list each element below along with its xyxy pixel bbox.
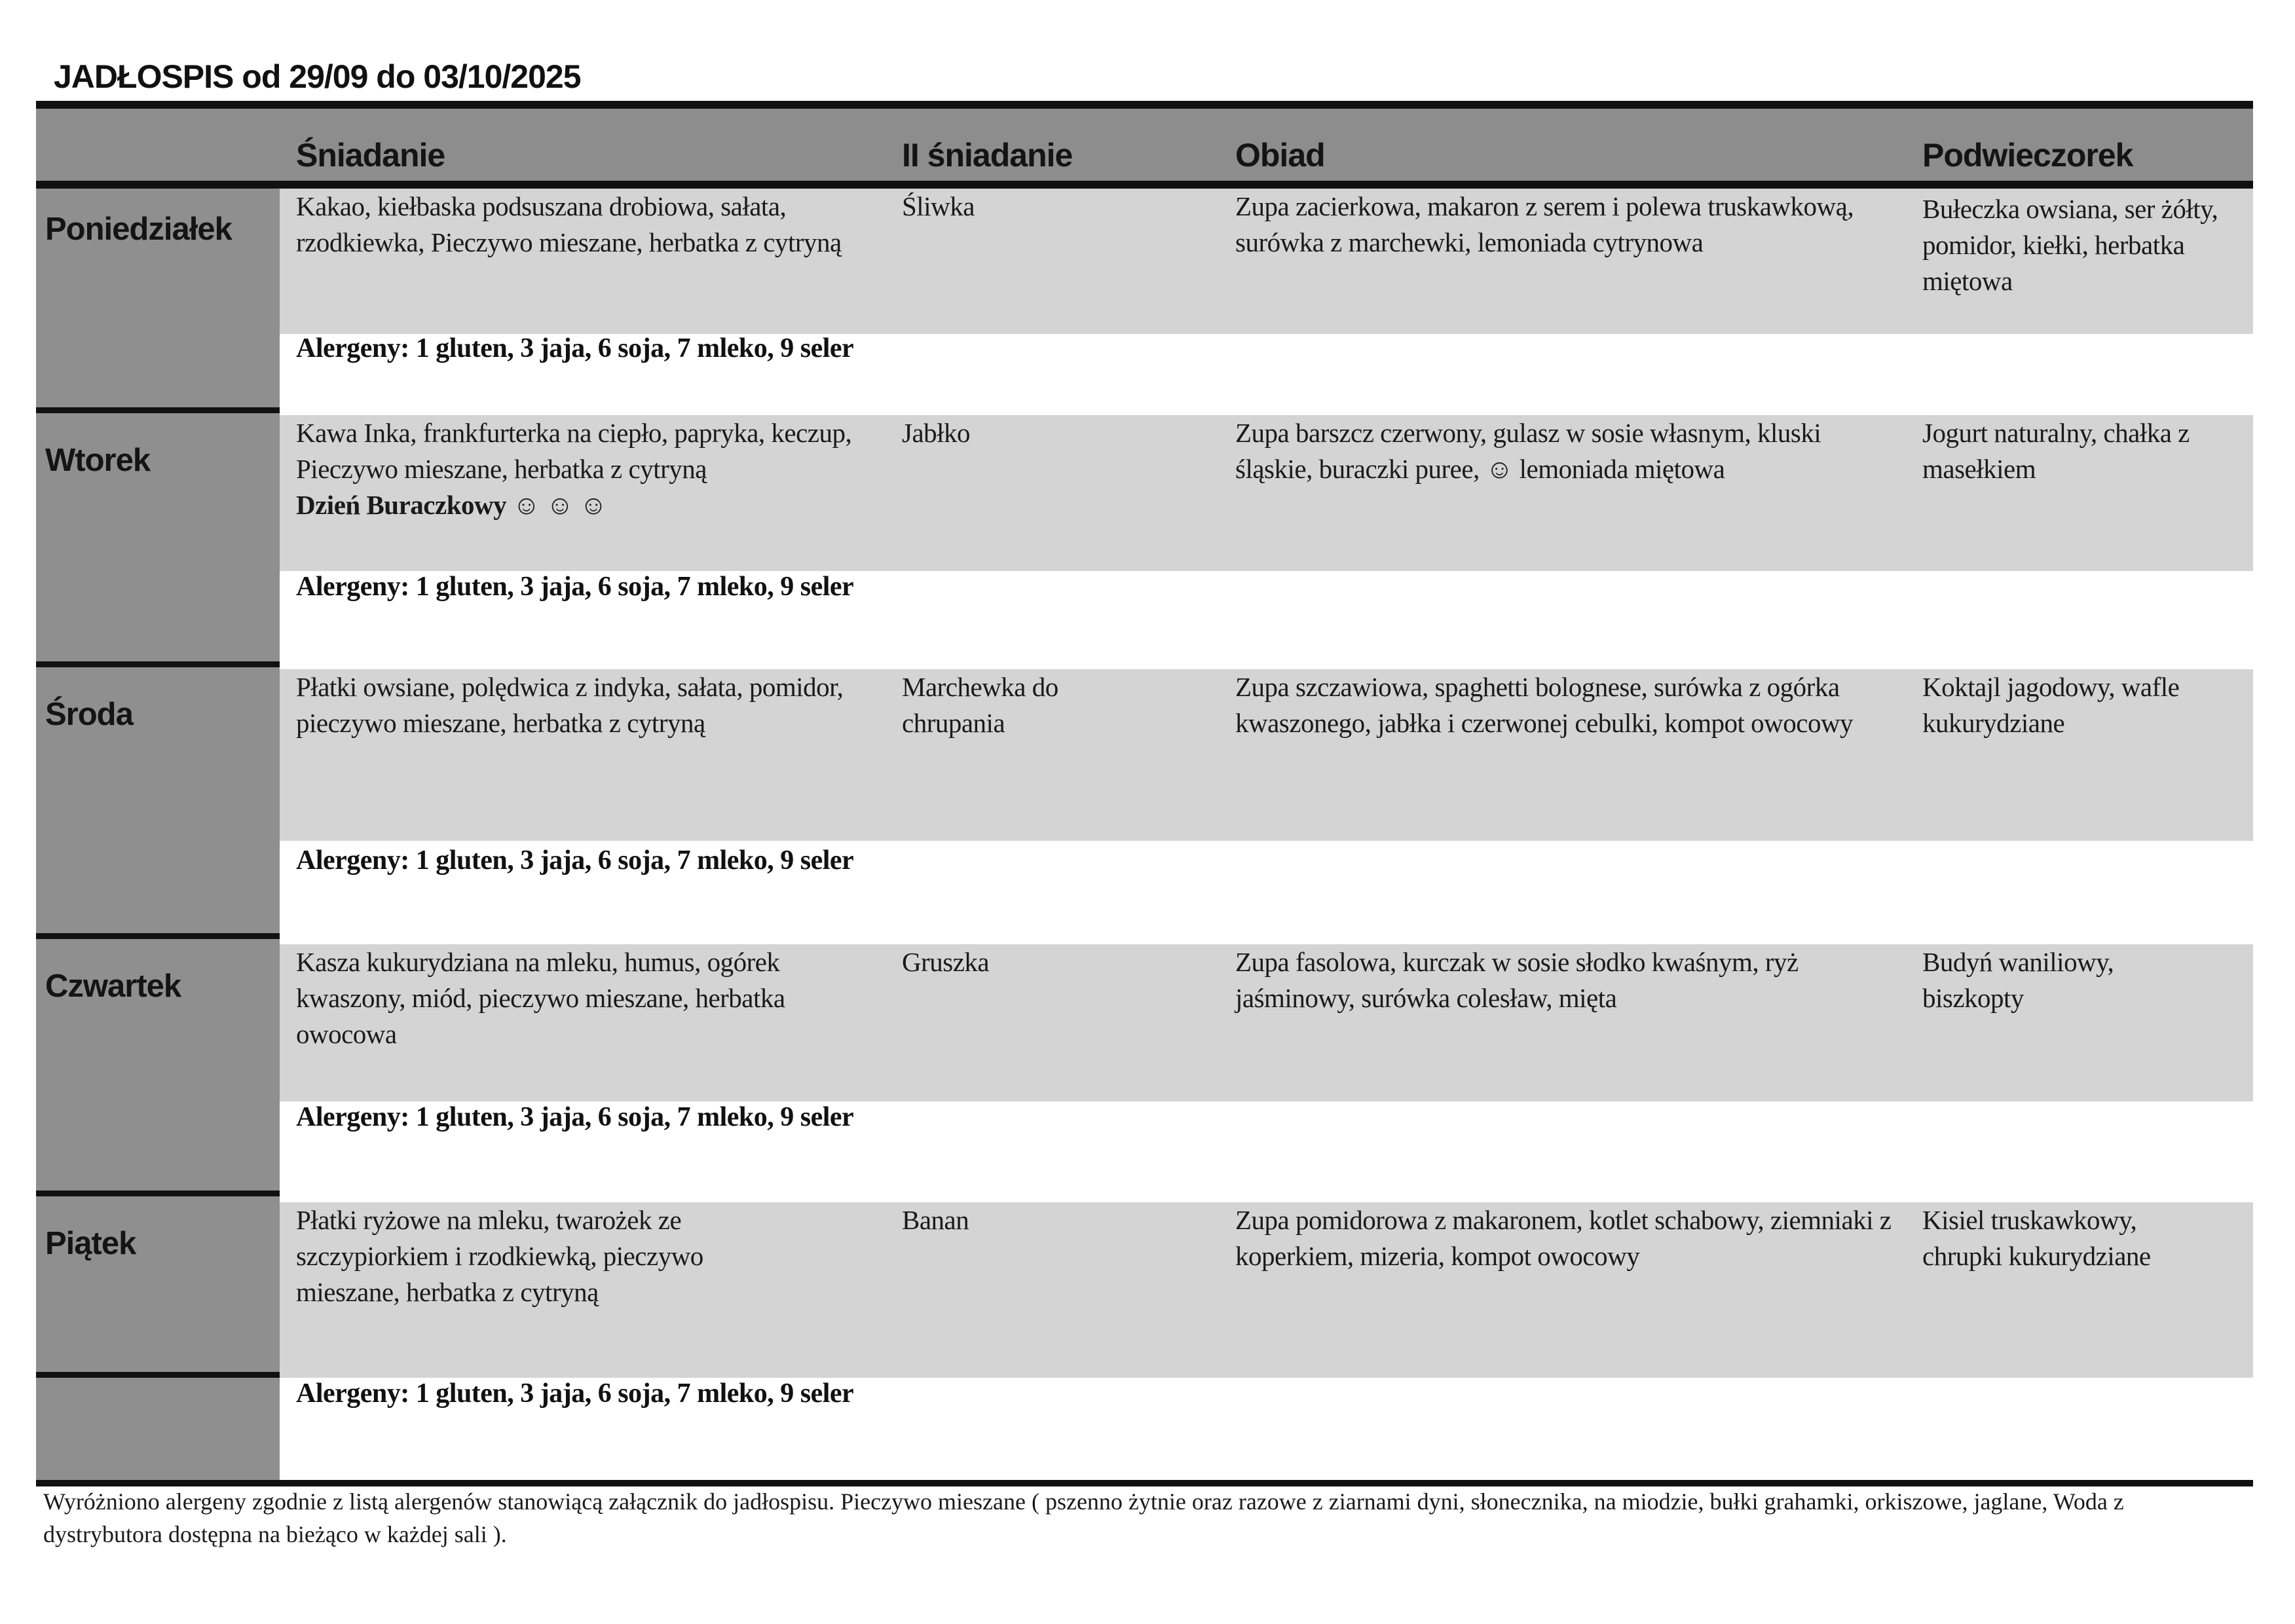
day-separator: [36, 1372, 280, 1378]
second-breakfast-cell: Marchewka do chrupania: [902, 672, 1058, 738]
day-label: Wtorek: [45, 443, 151, 478]
breakfast-cell: [296, 415, 886, 523]
allergens-note: Alergeny: 1 gluten, 3 jaja, 6 soja, 7 mleko, 9 seler: [296, 1378, 854, 1409]
snack-cell: Jogurt naturalny, chałka z masełkiem: [1922, 418, 2190, 484]
column-header-breakfast: Śniadanie: [296, 137, 445, 174]
allergens-note: Alergeny: 1 gluten, 3 jaja, 6 soja, 7 mleko, 9 seler: [296, 1102, 854, 1132]
lunch-cell: Zupa szczawiowa, spaghetti bolognese, surówka z ogórka kwaszonego, jabłka i czerwonej cebulki, kompot owocowy: [1235, 672, 1854, 738]
day-separator: [36, 661, 280, 667]
day-label: Poniedziałek: [45, 212, 232, 247]
day-cell-wednesday: [36, 667, 280, 933]
page-title: JADŁOSPIS od 29/09 do 03/10/2025: [54, 58, 581, 95]
snack-cell: Bułeczka owsiana, ser żółty, pomidor, kiełki, herbatka miętowa: [1922, 194, 2218, 296]
allergens-note: Alergeny: 1 gluten, 3 jaja, 6 soja, 7 mleko, 9 seler: [296, 333, 854, 363]
breakfast-special: Dzień Buraczkowy ☺ ☺ ☺: [296, 490, 607, 520]
lunch-cell: Zupa zacierkowa, makaron z serem i polewa truskawkową, surówka z marchewki, lemoniada cytrynowa: [1235, 191, 1854, 257]
breakfast-text: Płatki owsiane, polędwica z indyka, sałata, pomidor, pieczywo mieszane, herbatka z cytryną: [296, 672, 844, 738]
breakfast-text: Kawa Inka, frankfurterka na ciepło, papryka, keczup, Pieczywo mieszane, herbatka z cytryną: [296, 418, 852, 484]
day-label: Piątek: [45, 1226, 136, 1261]
column-header-lunch: Obiad: [1235, 137, 1325, 174]
allergens-note: Alergeny: 1 gluten, 3 jaja, 6 soja, 7 mleko, 9 seler: [296, 845, 854, 876]
column-header-second-breakfast: II śniadanie: [902, 137, 1073, 174]
snack-cell: Kisiel truskawkowy, chrupki kukurydziane: [1922, 1205, 2151, 1271]
day-separator: [36, 1190, 280, 1196]
day-label: Czwartek: [45, 969, 181, 1004]
breakfast-cell: [296, 669, 886, 741]
day-separator: [36, 407, 280, 413]
allergens-note: Alergeny: 1 gluten, 3 jaja, 6 soja, 7 mleko, 9 seler: [296, 572, 854, 602]
breakfast-text: Kasza kukurydziana na mleku, humus, ogórek kwaszony, miód, pieczywo mieszane, herbatka owocowa: [296, 947, 785, 1049]
breakfast-text: Kakao, kiełbaska podsuszana drobiowa, sałata, rzodkiewka, Pieczywo mieszane, herbatka z cytryną: [296, 191, 842, 257]
breakfast-text: Płatki ryżowe na mleku, twarożek ze szczypiorkiem i rzodkiewką, pieczywo mieszane, herbatka z cytryną: [296, 1205, 703, 1307]
lunch-cell: Zupa pomidorowa z makaronem, kotlet schabowy, ziemniaki z koperkiem, mizeria, kompot owocowy: [1235, 1205, 1892, 1271]
day-cell-friday: [36, 1196, 280, 1372]
breakfast-cell: [296, 944, 886, 1052]
second-breakfast-cell: Jabłko: [902, 418, 971, 448]
day-cell-thursday: [36, 939, 280, 1190]
breakfast-cell: [296, 189, 886, 261]
top-rule: [36, 101, 2253, 109]
day-cell-friday-allergens: [36, 1378, 280, 1480]
header-rule: [36, 181, 2253, 189]
second-breakfast-cell: Śliwka: [902, 191, 975, 221]
snack-cell: Koktajl jagodowy, wafle kukurydziane: [1922, 672, 2180, 738]
column-header-snack: Podwieczorek: [1922, 137, 2133, 174]
second-breakfast-cell: Banan: [902, 1205, 969, 1235]
snack-cell: Budyń waniliowy, biszkopty: [1922, 947, 2114, 1013]
footer-note: Wyróżniono alergeny zgodnie z listą alergenów stanowiącą załącznik do jadłospisu. Pieczywo mieszane ( pszenno żytnie oraz razowe z ziarnami dyni, słonecznika, na miodzie, bułki grahamki, orkiszowe, jaglane, Woda z dystrybutora dostępna na bieżąco w każdej sali ).: [43, 1488, 2124, 1547]
day-cell-monday: [36, 189, 280, 407]
lunch-cell: Zupa barszcz czerwony, gulasz w sosie własnym, kluski śląskie, buraczki puree, ☺ lemoniada miętowa: [1235, 418, 1821, 484]
day-cell-tuesday: [36, 413, 280, 661]
second-breakfast-cell: Gruszka: [902, 947, 990, 977]
lunch-cell: Zupa fasolowa, kurczak w sosie słodko kwaśnym, ryż jaśminowy, surówka colesław, mięta: [1235, 947, 1799, 1013]
day-label: Środa: [45, 697, 133, 732]
breakfast-cell: [296, 1202, 807, 1310]
day-separator: [36, 933, 280, 939]
